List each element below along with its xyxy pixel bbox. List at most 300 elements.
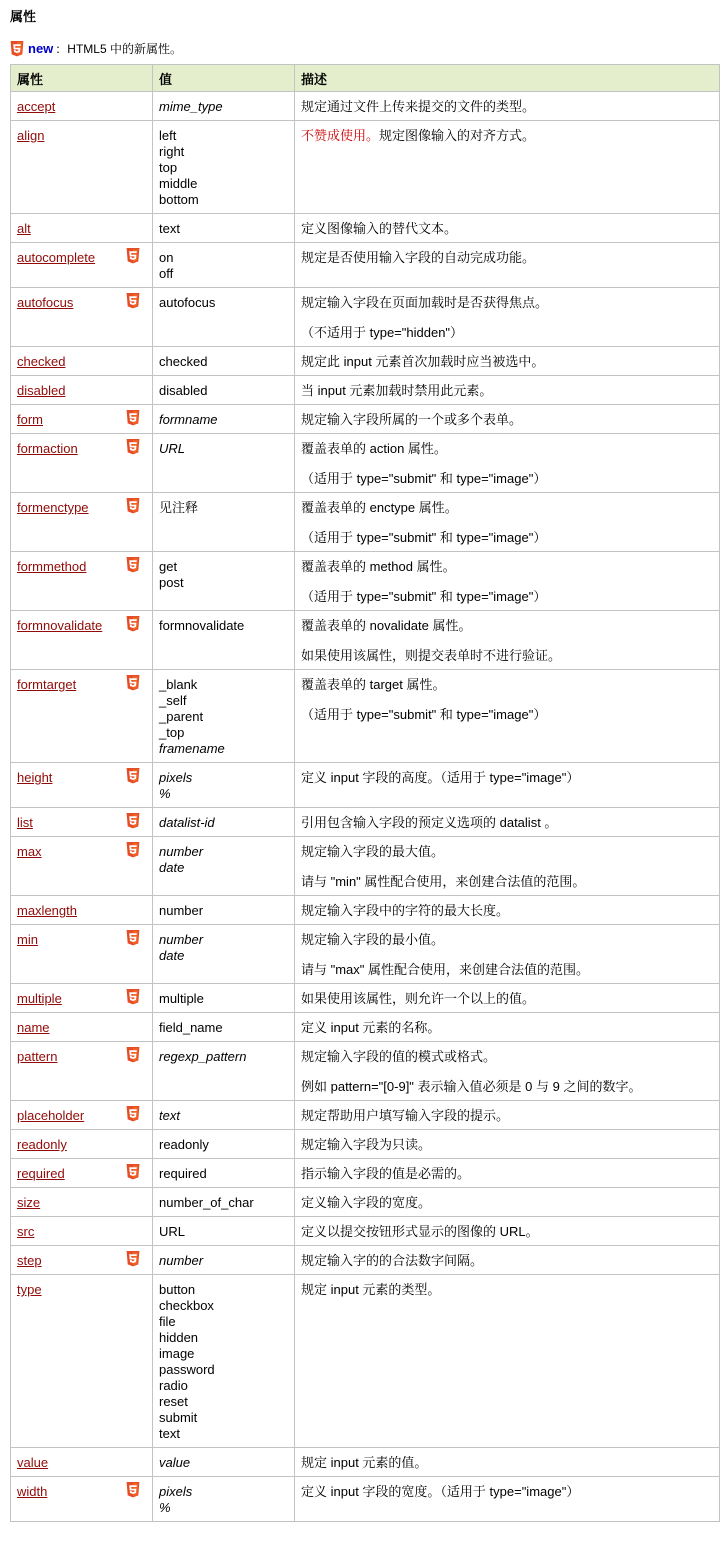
value-text: top <box>159 160 178 175</box>
table-row <box>11 984 720 1013</box>
attribute-cell <box>11 552 153 611</box>
table-row <box>11 243 720 288</box>
description-cell <box>295 763 720 808</box>
description-line: 如果使用该属性，则允许一个以上的值。 <box>301 991 536 1006</box>
attribute-cell <box>11 1246 153 1275</box>
description-text <box>301 1020 713 1036</box>
value-text: readonly <box>159 1137 209 1152</box>
attribute-link-step[interactable]: step <box>17 1253 42 1268</box>
value-text: % <box>159 1500 171 1515</box>
description-text <box>301 1224 713 1240</box>
description-line: （适用于 type="submit" 和 type="image"） <box>301 707 547 722</box>
attribute-cell <box>11 1042 153 1101</box>
description-text <box>301 559 713 575</box>
value-cell <box>153 670 295 763</box>
attribute-link-name[interactable]: name <box>17 1020 50 1035</box>
value-text: date <box>159 948 185 963</box>
html5-icon <box>126 675 140 691</box>
description-text <box>301 325 713 341</box>
value-text: hidden <box>159 1330 199 1345</box>
attribute-link-pattern[interactable]: pattern <box>17 1049 58 1064</box>
html5-icon <box>126 989 140 1005</box>
value-cell <box>153 376 295 405</box>
value-text: on <box>159 250 174 265</box>
table-row <box>11 1275 720 1448</box>
value-cell <box>153 984 295 1013</box>
description-cell <box>295 1448 720 1477</box>
description-text <box>301 932 713 948</box>
value-text: URL <box>159 441 186 456</box>
value-text: 见注释 <box>159 500 199 515</box>
html5-icon <box>126 498 140 514</box>
value-cell <box>153 837 295 896</box>
attribute-cell <box>11 984 153 1013</box>
table-row <box>11 288 720 347</box>
description-text <box>301 618 713 634</box>
attribute-cell <box>11 1013 153 1042</box>
value-text: mime_type <box>159 99 223 114</box>
attribute-cell <box>11 1477 153 1522</box>
attribute-link-src[interactable]: src <box>17 1224 35 1239</box>
value-text: multiple <box>159 991 204 1006</box>
description-cell <box>295 1275 720 1448</box>
column-header-description: 描述 <box>295 65 720 92</box>
description-text <box>301 412 713 428</box>
attribute-cell <box>11 925 153 984</box>
attribute-link-width[interactable]: width <box>17 1484 48 1499</box>
description-cell <box>295 1130 720 1159</box>
html5-icon <box>126 768 140 784</box>
description-line: （不适用于 type="hidden"） <box>301 325 464 340</box>
value-text: radio <box>159 1378 188 1393</box>
html5-icon <box>126 1106 140 1122</box>
description-cell <box>295 808 720 837</box>
value-text: pixels <box>159 1484 193 1499</box>
value-text: file <box>159 1314 176 1329</box>
table-row <box>11 214 720 243</box>
value-text: _top <box>159 725 185 740</box>
description-cell <box>295 347 720 376</box>
description-line: 规定输入字段为只读。 <box>301 1137 432 1152</box>
table-row <box>11 121 720 214</box>
attribute-link-list[interactable]: list <box>17 815 33 830</box>
table-row <box>11 1159 720 1188</box>
table-header-row <box>11 65 720 92</box>
value-cell <box>153 1477 295 1522</box>
description-cell <box>295 552 720 611</box>
description-cell <box>295 214 720 243</box>
value-text: text <box>159 1108 180 1123</box>
attribute-cell <box>11 1188 153 1217</box>
attribute-link-formenctype[interactable]: formenctype <box>17 500 89 515</box>
description-text <box>301 441 713 457</box>
attribute-cell <box>11 1130 153 1159</box>
attribute-cell <box>11 376 153 405</box>
value-text: number <box>159 932 204 947</box>
value-cell <box>153 1188 295 1217</box>
attribute-cell <box>11 347 153 376</box>
description-text <box>301 99 713 115</box>
table-row <box>11 1477 720 1522</box>
html5-icon <box>10 41 24 57</box>
value-cell <box>153 1042 295 1101</box>
attribute-cell <box>11 1275 153 1448</box>
table-row <box>11 1246 720 1275</box>
table-row <box>11 611 720 670</box>
value-text: number_of_char <box>159 1195 254 1210</box>
attribute-cell <box>11 434 153 493</box>
description-line: 规定输入字段所属的一个或多个表单。 <box>301 412 523 427</box>
value-text: text <box>159 1426 180 1441</box>
value-cell <box>153 121 295 214</box>
attribute-cell <box>11 808 153 837</box>
value-text: disabled <box>159 383 208 398</box>
value-text: left <box>159 128 177 143</box>
description-cell <box>295 1042 720 1101</box>
description-line: 规定 input 元素的值。 <box>301 1455 428 1470</box>
table-row <box>11 1101 720 1130</box>
value-cell <box>153 1246 295 1275</box>
description-line: 定义以提交按钮形式显示的图像的 URL。 <box>301 1224 539 1239</box>
value-cell <box>153 1130 295 1159</box>
description-cell <box>295 121 720 214</box>
description-line: 当 input 元素加载时禁用此元素。 <box>301 383 493 398</box>
description-text <box>301 1166 713 1182</box>
value-text: number <box>159 903 204 918</box>
description-text <box>301 589 713 605</box>
value-text: _parent <box>159 709 204 724</box>
description-cell <box>295 1217 720 1246</box>
value-cell <box>153 611 295 670</box>
value-text: _blank <box>159 677 198 692</box>
html5-icon <box>126 1047 140 1063</box>
attribute-cell <box>11 405 153 434</box>
attribute-link-formmethod[interactable]: formmethod <box>17 559 87 574</box>
description-line: 覆盖表单的 method 属性。 <box>301 559 456 574</box>
attribute-cell <box>11 1101 153 1130</box>
value-text: regexp_pattern <box>159 1049 247 1064</box>
description-line: 规定图像输入的对齐方式。 <box>379 128 536 143</box>
description-text <box>301 770 713 786</box>
html5-icon <box>126 813 140 829</box>
description-cell <box>295 493 720 552</box>
description-line: 覆盖表单的 target 属性。 <box>301 677 446 692</box>
attribute-cell <box>11 214 153 243</box>
value-text: submit <box>159 1410 198 1425</box>
attribute-cell <box>11 611 153 670</box>
table-row <box>11 896 720 925</box>
attribute-link-multiple[interactable]: multiple <box>17 991 62 1006</box>
attribute-link-placeholder[interactable]: placeholder <box>17 1108 85 1123</box>
description-text <box>301 844 713 860</box>
description-line: 覆盖表单的 enctype 属性。 <box>301 500 458 515</box>
description-cell <box>295 1477 720 1522</box>
value-text: post <box>159 575 184 590</box>
description-text <box>301 530 713 546</box>
table-row <box>11 493 720 552</box>
attribute-cell <box>11 763 153 808</box>
column-header-attribute: 属性 <box>11 65 153 92</box>
value-text: checkbox <box>159 1298 214 1313</box>
value-cell <box>153 896 295 925</box>
table-row <box>11 434 720 493</box>
attribute-link-checked[interactable]: checked <box>17 354 66 369</box>
attribute-cell <box>11 837 153 896</box>
attribute-cell <box>11 288 153 347</box>
description-text <box>301 1195 713 1211</box>
description-cell <box>295 611 720 670</box>
value-text: _self <box>159 693 187 708</box>
attribute-link-formaction[interactable]: formaction <box>17 441 78 456</box>
description-text <box>301 1049 713 1065</box>
description-line: 规定通过文件上传来提交的文件的类型。 <box>301 99 536 114</box>
attribute-link-max[interactable]: max <box>17 844 42 859</box>
attribute-link-required[interactable]: required <box>17 1166 65 1181</box>
attribute-link-size[interactable]: size <box>17 1195 41 1210</box>
value-cell <box>153 1101 295 1130</box>
attribute-link-type[interactable]: type <box>17 1282 42 1297</box>
value-cell <box>153 552 295 611</box>
value-cell <box>153 763 295 808</box>
attribute-cell <box>11 1217 153 1246</box>
attribute-link-formnovalidate[interactable]: formnovalidate <box>17 618 103 633</box>
table-row <box>11 92 720 121</box>
value-text: text <box>159 221 180 236</box>
description-cell <box>295 837 720 896</box>
html5-icon <box>126 930 140 946</box>
description-line: 覆盖表单的 novalidate 属性。 <box>301 618 472 633</box>
value-cell <box>153 243 295 288</box>
value-text: URL <box>159 1224 186 1239</box>
html5-icon <box>126 248 140 264</box>
attribute-link-readonly[interactable]: readonly <box>17 1137 67 1152</box>
value-text: number <box>159 1253 204 1268</box>
description-text <box>301 128 713 144</box>
table-row <box>11 925 720 984</box>
description-line: 例如 pattern="[0-9]" 表示输入值必须是 0 与 9 之间的数字。 <box>301 1079 642 1094</box>
table-row <box>11 808 720 837</box>
table-row <box>11 347 720 376</box>
value-text: off <box>159 266 174 281</box>
description-cell <box>295 1188 720 1217</box>
table-row <box>11 376 720 405</box>
description-line: 规定 input 元素的类型。 <box>301 1282 441 1297</box>
description-text <box>301 250 713 266</box>
description-cell <box>295 896 720 925</box>
html5-icon <box>126 842 140 858</box>
value-text: password <box>159 1362 215 1377</box>
attribute-link-autocomplete[interactable]: autocomplete <box>17 250 96 265</box>
attribute-link-autofocus[interactable]: autofocus <box>17 295 74 310</box>
description-line: 指示输入字段的值是必需的。 <box>301 1166 471 1181</box>
value-text: formnovalidate <box>159 618 245 633</box>
description-text <box>301 903 713 919</box>
description-line: 规定输入字的的合法数字间隔。 <box>301 1253 484 1268</box>
description-text <box>301 648 713 664</box>
new-label: new <box>28 41 54 56</box>
description-cell <box>295 984 720 1013</box>
attribute-link-min[interactable]: min <box>17 932 38 947</box>
html5-icon <box>126 410 140 426</box>
value-text: checked <box>159 354 208 369</box>
table-row <box>11 405 720 434</box>
attribute-cell <box>11 243 153 288</box>
value-text: required <box>159 1166 207 1181</box>
table-row <box>11 670 720 763</box>
value-cell <box>153 214 295 243</box>
table-row <box>11 837 720 896</box>
description-line: 规定帮助用户填写输入字段的提示。 <box>301 1108 510 1123</box>
description-line: 规定是否使用输入字段的自动完成功能。 <box>301 250 536 265</box>
description-cell <box>295 405 720 434</box>
description-cell <box>295 92 720 121</box>
value-text: image <box>159 1346 195 1361</box>
table-row <box>11 1013 720 1042</box>
description-cell <box>295 1101 720 1130</box>
column-header-value: 值 <box>153 65 295 92</box>
description-line: 规定输入字段的最小值。 <box>301 932 445 947</box>
html5-icon <box>126 557 140 573</box>
value-cell <box>153 1217 295 1246</box>
deprecated-label: 不赞成使用。 <box>301 128 380 143</box>
description-line: 请与 "min" 属性配合使用，来创建合法值的范围。 <box>301 874 586 889</box>
html5-icon <box>126 293 140 309</box>
value-text: button <box>159 1282 196 1297</box>
attribute-link-accept[interactable]: accept <box>17 99 56 114</box>
attribute-link-formtarget[interactable]: formtarget <box>17 677 77 692</box>
attribute-link-maxlength[interactable]: maxlength <box>17 903 77 918</box>
section-heading: 属性 <box>10 9 37 24</box>
description-text <box>301 1282 713 1298</box>
description-text <box>301 1079 713 1095</box>
description-cell <box>295 670 720 763</box>
description-line: 如果使用该属性，则提交表单时不进行验证。 <box>301 648 562 663</box>
value-text: datalist-id <box>159 815 215 830</box>
description-text <box>301 874 713 890</box>
table-row <box>11 1188 720 1217</box>
attribute-cell <box>11 92 153 121</box>
attribute-link-align[interactable]: align <box>17 128 45 143</box>
description-text <box>301 815 713 831</box>
description-line: 规定输入字段在页面加载时是否获得焦点。 <box>301 295 549 310</box>
description-line: 引用包含输入字段的预定义选项的 datalist 。 <box>301 815 558 830</box>
value-cell <box>153 1159 295 1188</box>
description-line: 规定输入字段的值的模式或格式。 <box>301 1049 497 1064</box>
table-row <box>11 552 720 611</box>
description-text <box>301 471 713 487</box>
description-cell <box>295 1013 720 1042</box>
attribute-link-height[interactable]: height <box>17 770 53 785</box>
description-text <box>301 707 713 723</box>
html5-icon <box>126 1164 140 1180</box>
description-text <box>301 1484 713 1500</box>
description-cell <box>295 376 720 405</box>
value-text: get <box>159 559 178 574</box>
value-cell <box>153 434 295 493</box>
value-text: bottom <box>159 192 199 207</box>
description-line: 定义输入字段的宽度。 <box>301 1195 432 1210</box>
description-line: 定义 input 字段的宽度。（适用于 type="image"） <box>301 1484 580 1499</box>
description-text <box>301 500 713 516</box>
value-text: middle <box>159 176 198 191</box>
value-text: number <box>159 844 204 859</box>
description-line: 请与 "max" 属性配合使用，来创建合法值的范围。 <box>301 962 590 977</box>
html5-icon <box>126 439 140 455</box>
attribute-cell <box>11 670 153 763</box>
attribute-link-value[interactable]: value <box>17 1455 49 1470</box>
description-line: （适用于 type="submit" 和 type="image"） <box>301 530 547 545</box>
description-text <box>301 354 713 370</box>
value-cell <box>153 347 295 376</box>
value-cell <box>153 288 295 347</box>
description-line: 规定输入字段的最大值。 <box>301 844 445 859</box>
attribute-link-disabled[interactable]: disabled <box>17 383 66 398</box>
description-line: （适用于 type="submit" 和 type="image"） <box>301 471 547 486</box>
description-text <box>301 295 713 311</box>
attribute-cell <box>11 493 153 552</box>
value-text: pixels <box>159 770 193 785</box>
description-cell <box>295 288 720 347</box>
value-text: framename <box>159 741 225 756</box>
description-cell <box>295 434 720 493</box>
value-text: autofocus <box>159 295 216 310</box>
description-text <box>301 991 713 1007</box>
attributes-table <box>10 64 720 1522</box>
attribute-cell <box>11 1448 153 1477</box>
value-text: formname <box>159 412 218 427</box>
description-cell <box>295 925 720 984</box>
description-cell <box>295 243 720 288</box>
description-line: 定义图像输入的替代文本。 <box>301 221 458 236</box>
description-text <box>301 677 713 693</box>
description-cell <box>295 1159 720 1188</box>
description-text <box>301 221 713 237</box>
table-row <box>11 1042 720 1101</box>
attribute-cell <box>11 896 153 925</box>
value-cell <box>153 405 295 434</box>
value-text: date <box>159 860 185 875</box>
value-cell <box>153 808 295 837</box>
table-row <box>11 1448 720 1477</box>
attribute-link-form[interactable]: form <box>17 412 43 427</box>
value-cell <box>153 1013 295 1042</box>
description-line: 规定输入字段中的字符的最大长度。 <box>301 903 510 918</box>
description-text <box>301 1108 713 1124</box>
attribute-link-alt[interactable]: alt <box>17 221 31 236</box>
attribute-cell <box>11 121 153 214</box>
value-text: value <box>159 1455 191 1470</box>
description-line: 覆盖表单的 action 属性。 <box>301 441 447 456</box>
table-row <box>11 1130 720 1159</box>
value-cell <box>153 1448 295 1477</box>
table-row <box>11 1217 720 1246</box>
value-cell <box>153 493 295 552</box>
html5-icon <box>126 616 140 632</box>
description-text <box>301 383 713 399</box>
table-row <box>11 763 720 808</box>
description-text <box>301 1455 713 1471</box>
description-line: （适用于 type="submit" 和 type="image"） <box>301 589 547 604</box>
description-line: 定义 input 元素的名称。 <box>301 1020 441 1035</box>
description-line: 定义 input 字段的高度。（适用于 type="image"） <box>301 770 580 785</box>
description-line: 规定此 input 元素首次加载时应当被选中。 <box>301 354 545 369</box>
value-cell <box>153 925 295 984</box>
value-text: % <box>159 786 171 801</box>
value-cell <box>153 92 295 121</box>
value-text: right <box>159 144 185 159</box>
description-text <box>301 962 713 978</box>
html5-icon <box>126 1482 140 1498</box>
